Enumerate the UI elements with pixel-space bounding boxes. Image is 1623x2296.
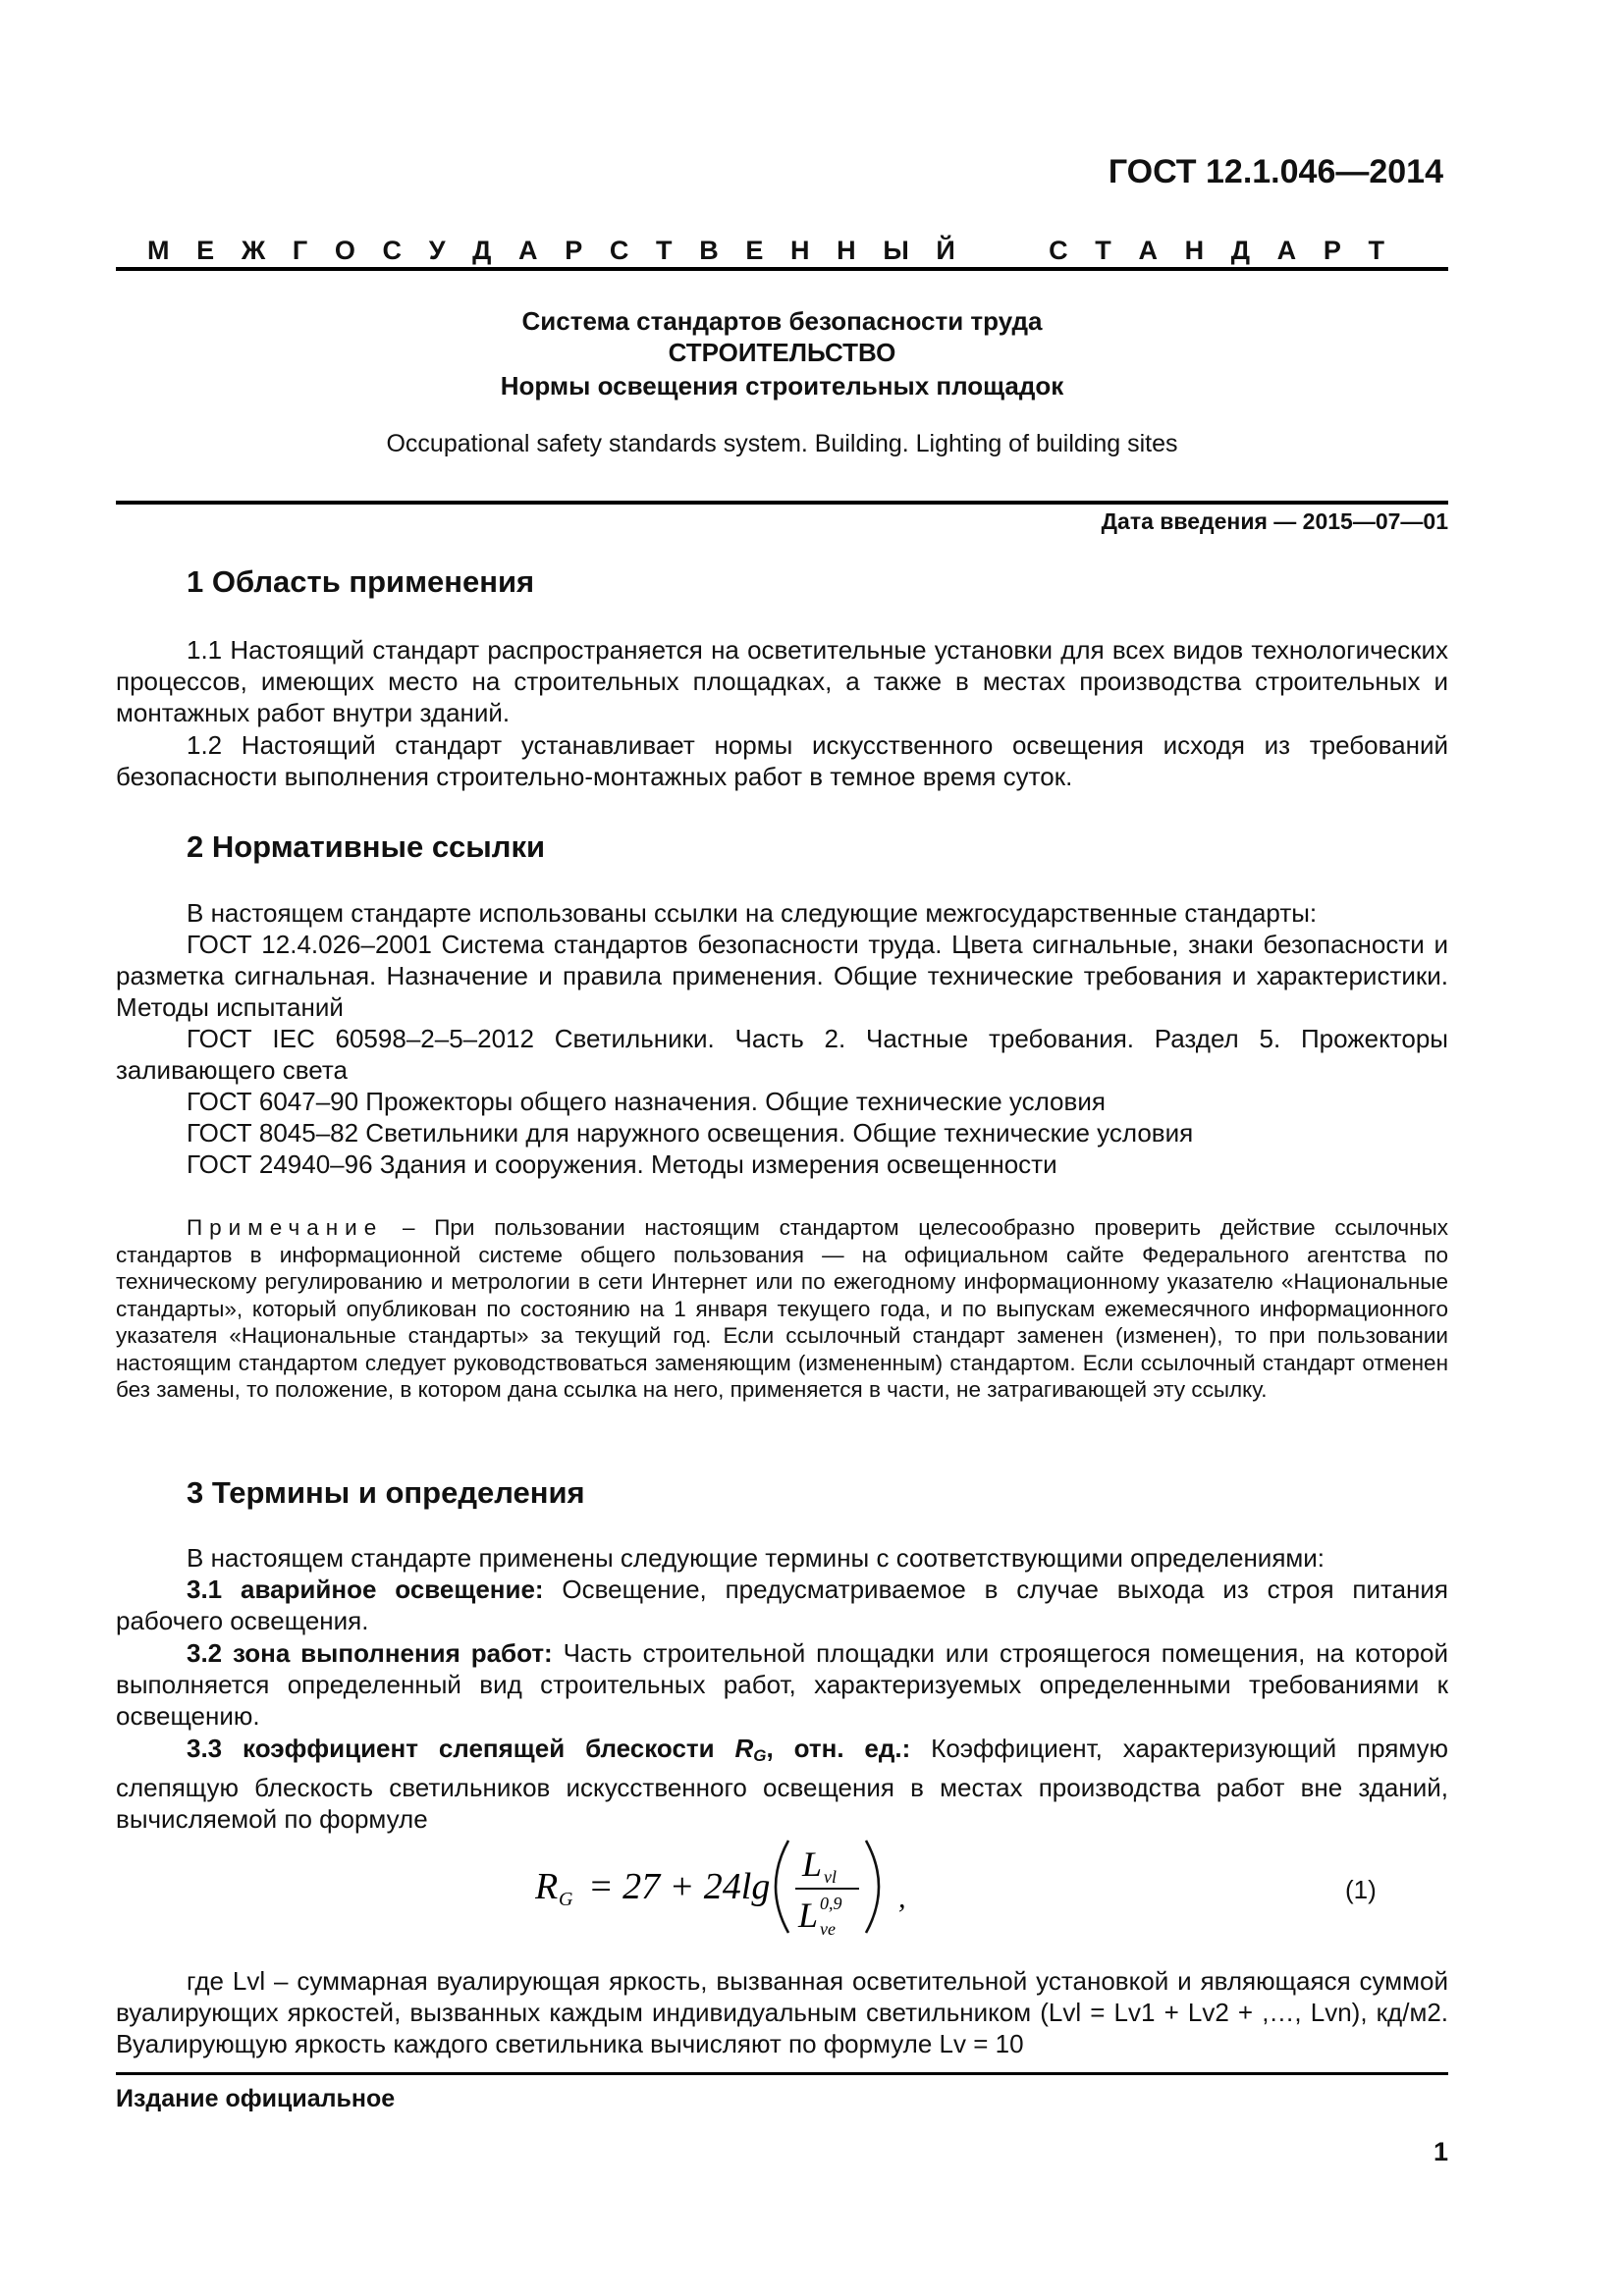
interstate-word1-letter: М (147, 236, 170, 265)
formula-denominator: L (798, 1896, 819, 1935)
term-3-3 (116, 1733, 1448, 1835)
interstate-word1-letter: Ы (883, 236, 909, 265)
english-title: Occupational safety standards system. Building. Lighting of building sites (386, 430, 1178, 457)
interstate-word1-letter: Г (292, 236, 308, 265)
interstate-word1-letter: Д (472, 236, 492, 265)
reference-item: ГОСТ 8045–82 Светильники для наружного освещения. Общие технические условия (187, 1118, 1194, 1148)
introduction-date: Дата введения — 2015—07—01 (1101, 508, 1448, 534)
interstate-word1-letter: Е (745, 236, 764, 265)
interstate-word1-letter: Н (837, 236, 856, 265)
interstate-word1-letter: Ж (241, 236, 266, 265)
formula-lhs: R (535, 1866, 559, 1907)
interstate-standard-banner (147, 236, 1384, 266)
interstate-word1-letter: Т (656, 236, 673, 265)
formula-denominator-sub: ve (820, 1919, 836, 1939)
reference-item: ГОСТ IEC 60598–2–5–2012 Светильники. Часть 2. Частные требования. Раздел 5. Прожекторы заливающего света (116, 1024, 1448, 1085)
term-3-2-definition: Часть строительной площадки или строящегося помещения, на которой выполняется определенный вид строительных работ, характеризуемых определенными требованиями к освещению. (116, 1638, 1448, 1731)
section-2-heading: 2 Нормативные ссылки (187, 829, 546, 864)
reference-item: ГОСТ 6047–90 Прожекторы общего назначения. Общие технические условия (187, 1087, 1106, 1116)
interstate-word1-letter: Н (790, 236, 810, 265)
term-3-3-definition: Коэффициент, характеризующий прямую слепящую блескость светильников искусственного освещения в местах производства работ вне зданий, вычисляемой по формуле (116, 1734, 1448, 1834)
section-3-heading: 3 Термины и определения (187, 1475, 585, 1510)
term-3-1-name: 3.1 аварийное освещение: (187, 1575, 544, 1604)
interstate-word2-letter: А (1276, 236, 1297, 265)
formula-numerator-sub: vl (824, 1867, 837, 1887)
official-edition-label: Издание официальное (116, 2085, 396, 2112)
paragraph-1-1: 1.1 Настоящий стандарт распространяется на осветительные установки для всех видов технологических процессов, имеющих место на строительных площадках, а также в местах производства строительных и монтажных работ внутри зданий. (116, 635, 1448, 727)
interstate-word1-letter: С (609, 236, 629, 265)
note-text: – При пользовании настоящим стандартом целесообразно проверить действие ссылочных стандартов в информационной системе общего пользования — на официальном сайте Федерального агентства по техническому регулированию и метрологии в сети Интернет или по ежегодному информационному указателю «Национальные стандарты», который опубликован по состоянию на 1 января текущего года, и по выпускам ежемесячного информационного указателя «Национальные стандарты» за текущий год. Если ссылочный стандарт заменен (изменен), то при пользовании настоящим стандартом следует руководствоваться заменяющим (измененным) стандартом. Если ссылочный стандарт отменен без замены, то положение, в котором дана ссылка на него, применяется в части, не затрагивающей эту ссылку. (116, 1215, 1448, 1402)
page-number: 1 (1433, 2137, 1448, 2166)
formula-explanation (116, 1965, 1448, 2059)
interstate-word1-letter: Е (196, 236, 215, 265)
terms-intro: В настоящем стандарте применены следующие термины с соответствующими определениями: (187, 1543, 1325, 1573)
formula-1 (535, 1833, 928, 1941)
formula-number: (1) (1345, 1875, 1377, 1904)
interstate-word2-letter: А (1138, 236, 1158, 265)
term-3-2-name: 3.2 зона выполнения работ: (187, 1638, 553, 1668)
term-3-1-definition: Освещение, предусматриваемое в случае выхода из строя питания рабочего освещения. (116, 1575, 1449, 1635)
formula-rhs: = 27 + 24lg (588, 1866, 771, 1907)
formula-denominator-sup: 0,9 (820, 1894, 842, 1913)
note-label: Примечание (187, 1215, 384, 1240)
term-3-1 (116, 1574, 1448, 1636)
interstate-word2-letter: Т (1095, 236, 1111, 265)
references-intro: В настоящем стандарте использованы ссылки на следующие межгосударственные стандарты: (187, 898, 1318, 928)
formula-numerator: L (802, 1844, 823, 1884)
interstate-word2-letter: Т (1368, 236, 1384, 265)
interstate-word1-letter: О (334, 236, 355, 265)
document-number: ГОСТ 12.1.046—2014 (1108, 153, 1443, 190)
title-line-2: СТРОИТЕЛЬСТВО (668, 338, 896, 367)
reference-item: ГОСТ 12.4.026–2001 Система стандартов безопасности труда. Цвета сигнальные, знаки безопасности и разметка сигнальная. Назначение и правила применения. Общие технические требования и характеристики. Методы испытаний (116, 930, 1448, 1022)
formula-comma: , (898, 1882, 906, 1914)
interstate-word2-letter: Р (1323, 236, 1341, 265)
formula-explanation-text: где Lvl – суммарная вуалирующая яркость, вызванная осветительной установкой и являющаяся суммой вуалирующих яркостей, вызванных каждым индивидуальным светильником (Lvl = Lv1 + Lv2 + ,…, Lvn), кд/м2. Вуалирующую яркость каждого светильника вычисляют по формуле Lv = 10 (116, 1966, 1448, 2058)
interstate-word1-letter: В (699, 236, 719, 265)
formula-left-paren (776, 1841, 788, 1933)
footer-rule (116, 2072, 1448, 2075)
interstate-word1-letter: Й (936, 236, 955, 265)
header-rule (116, 267, 1448, 271)
paragraph-1-2: 1.2 Настоящий стандарт устанавливает нормы искусственного освещения исходя из требований безопасности выполнения строительно-монтажных работ в темное время суток. (116, 730, 1448, 791)
word-gap (982, 236, 1021, 266)
formula-right-paren (866, 1841, 879, 1933)
reference-item: ГОСТ 24940–96 Здания и сооружения. Методы измерения освещенности (187, 1149, 1057, 1179)
term-3-3-name: 3.3 коэффициент слепящей блескости RG, отн. ед.: (187, 1734, 911, 1765)
references-note (116, 1214, 1448, 1404)
interstate-word2-letter: Н (1184, 236, 1205, 265)
term-3-2 (116, 1637, 1448, 1732)
interstate-word1-letter: С (382, 236, 403, 265)
title-line-3: Нормы освещения строительных площадок (500, 371, 1064, 400)
interstate-word2-letter: Д (1230, 236, 1251, 265)
section-1-heading: 1 Область применения (187, 564, 535, 599)
title-line-1: Система стандартов безопасности труда (521, 306, 1043, 336)
formula-lhs-sub: G (559, 1889, 573, 1910)
interstate-word1-letter: Р (565, 236, 583, 265)
interstate-word1-letter: У (428, 236, 446, 265)
interstate-word2-letter: С (1049, 236, 1068, 265)
title-rule (116, 501, 1448, 505)
interstate-word1-letter: А (518, 236, 538, 265)
